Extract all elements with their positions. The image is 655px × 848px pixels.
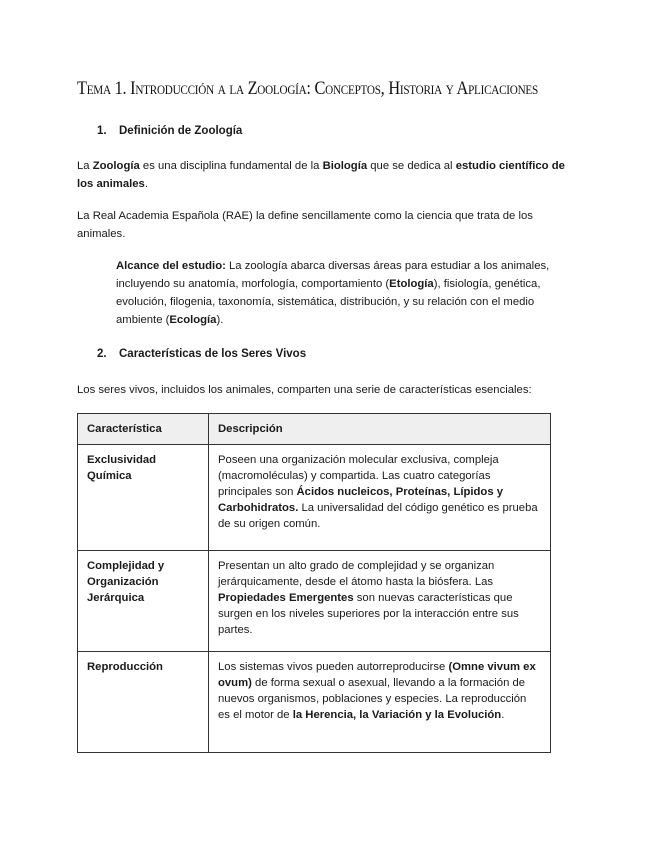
- document-title: Tema 1. Introducción a la Zoología: Conceptos, Historia y Aplicaciones: [77, 78, 538, 99]
- text-run: Presentan un alto grado de complejidad y se organizan jerárquicamente, desde el átomo hasta la biósfera. Las: [218, 560, 495, 588]
- text-run: que se dedica al: [367, 160, 456, 172]
- bold-term: (Omne vivum ex ovum): [218, 661, 536, 689]
- section-heading-definition: [97, 125, 242, 137]
- paragraph-intro-characteristics: Los seres vivos, incluidos los animales, comparten una serie de características esenciales:: [77, 384, 532, 396]
- bold-term-zoologia: Zoología: [92, 160, 140, 172]
- characteristic-name: Exclusividad Química: [78, 445, 209, 551]
- text-run: La: [77, 160, 93, 172]
- characteristics-table: [77, 413, 551, 753]
- bold-term-estudio: estudio científico de los animales: [77, 160, 565, 190]
- characteristic-description: [209, 652, 551, 753]
- text-run: Los sistemas vivos pueden autorreproducirse: [218, 661, 449, 673]
- section-number: 1.: [97, 125, 107, 137]
- section-heading-text: Características de los Seres Vivos: [119, 348, 307, 360]
- section-heading-characteristics: [97, 348, 306, 360]
- bold-term-etologia: Etología: [389, 278, 434, 290]
- header-characteristic: Característica: [78, 414, 209, 445]
- text-run: ), fisiología, genética, evolución, filogenia, taxonomía, sistemática, distribución, y su relación con el medio ambiente (: [116, 278, 541, 326]
- characteristic-description: [209, 551, 551, 652]
- text-run: .: [144, 178, 148, 190]
- bold-term: Ácidos nucleicos, Proteínas, Lípidos y Carbohidratos.: [218, 486, 504, 514]
- characteristic-name: Reproducción: [78, 652, 209, 753]
- section-heading-text: Definición de Zoología: [119, 125, 243, 137]
- text-run: La universalidad del código genético es prueba de su origen común.: [218, 502, 538, 530]
- text-run: .: [501, 709, 505, 721]
- bold-term-ecologia: Ecología: [169, 314, 217, 326]
- bold-term: Propiedades Emergentes: [218, 592, 354, 604]
- text-run: ).: [216, 314, 224, 326]
- header-description: Descripción: [209, 414, 551, 445]
- bold-term-biologia: Biología: [322, 160, 368, 172]
- characteristic-description: [209, 445, 551, 551]
- table-row: [78, 445, 551, 551]
- table-header-row: [78, 414, 551, 445]
- text-run: de forma sexual o asexual, llevando a la formación de nuevos organismos, poblaciones y especies. La reproducción es el motor de: [218, 677, 527, 721]
- section-number: 2.: [97, 348, 107, 360]
- text-run: Poseen una organización molecular exclusiva, compleja (macromoléculas) y compartida. Las cuatro categorías principales son: [218, 454, 499, 498]
- text-run: es una disciplina fundamental de la: [139, 160, 323, 172]
- paragraph-definition: [77, 157, 577, 193]
- characteristic-name: Complejidad y Organización Jerárquica: [78, 551, 209, 652]
- bold-term: la Herencia, la Variación y la Evolución: [292, 709, 502, 721]
- text-run: La zoología abarca diversas áreas para estudiar a los animales, incluyendo su anatomía, morfología, comportamiento (: [116, 260, 550, 290]
- table-row: [78, 551, 551, 652]
- paragraph-rae: La Real Academia Española (RAE) la define sencillamente como la ciencia que trata de los animales.: [77, 210, 533, 240]
- paragraph-scope: [116, 257, 561, 329]
- text-run: son nuevas características que surgen en los niveles superiores por la interacción entre sus partes.: [218, 592, 519, 636]
- table-row: [78, 652, 551, 753]
- scope-label: Alcance del estudio:: [116, 260, 226, 272]
